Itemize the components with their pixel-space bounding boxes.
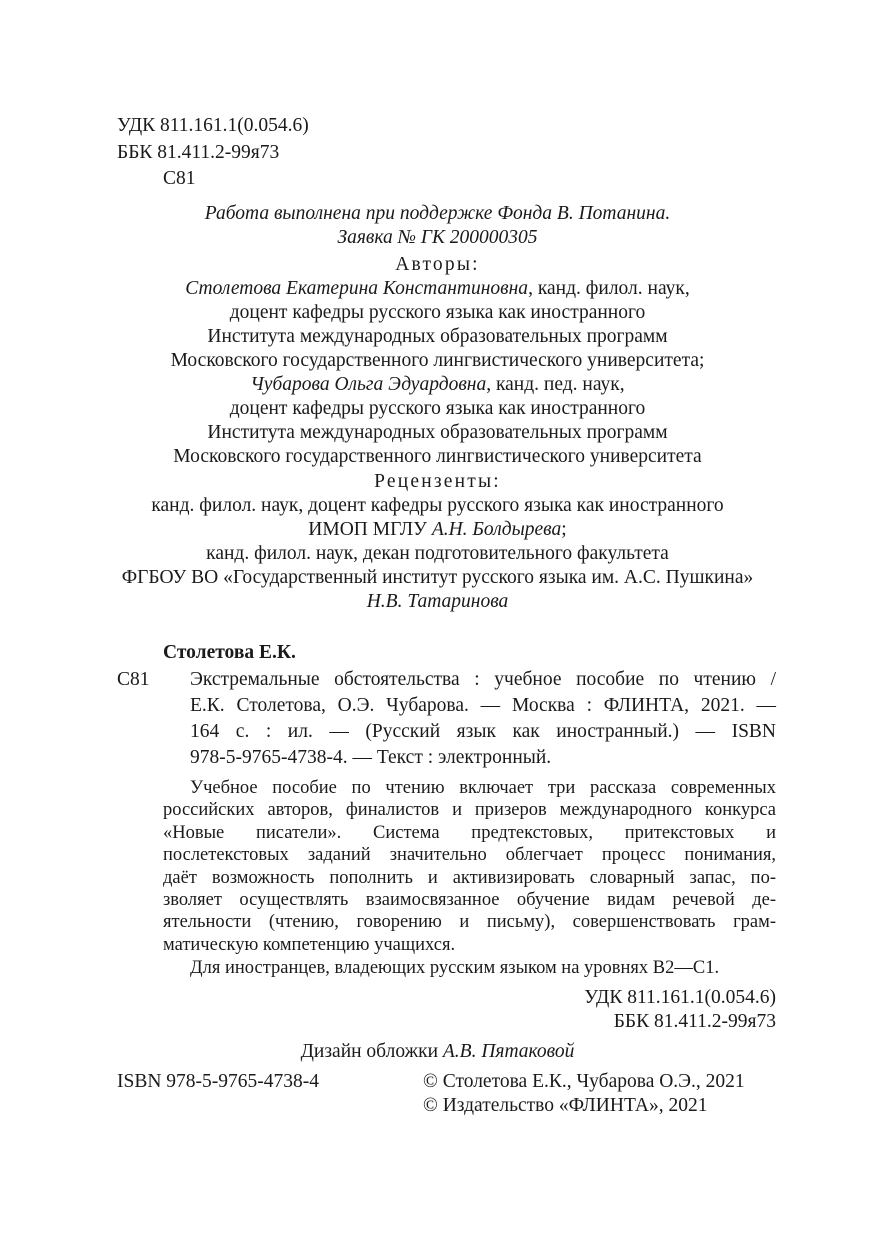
author-2-name: Чубарова Ольга Эдуардовна [250, 374, 487, 395]
abstract-audience: Для иностранцев, владеющих русским языком на уровнях В2—С1. [190, 958, 720, 979]
bib-description [190, 668, 776, 769]
classification-bbk: ББК 81.411.2-99я73 [613, 1011, 776, 1032]
reviewer-1-line-1: канд. филол. наук, доцент кафедры русского языка как иностранного [151, 495, 724, 516]
header-bbk: ББК 81.411.2-99я73 [117, 142, 280, 163]
reviewer-1-name: А.Н. Болдырева [431, 519, 562, 540]
bib-line-1: Экстремальные обстоятельства : учебное пособие по чтению / [190, 669, 776, 690]
reviewer-2-name: Н.В. Татаринова [366, 591, 509, 612]
author-2-line-2: доцент кафедры русского языка как иностранного [229, 398, 646, 419]
footer-copyright-publisher: © Издательство «ФЛИНТА», 2021 [423, 1095, 708, 1116]
reviewers-heading: Рецензенты: [374, 471, 501, 492]
author-1-name: Столетова Екатерина Константиновна [185, 278, 529, 299]
footer-isbn: ISBN 978-5-9765-4738-4 [117, 1071, 320, 1092]
reviewer-2-line-2: ФГБОУ ВО «Государственный институт русского языка им. А.С. Пушкина» [121, 567, 754, 588]
abstract-line-7: ятельности (чтению, говорению и письму), совершенствовать грам- [163, 912, 776, 933]
bib-line-3: 164 с. : ил. — (Русский язык как иностранный.) — ISBN [190, 721, 776, 742]
reviewer-2-line-1: канд. филол. наук, декан подготовительного факультета [206, 543, 669, 564]
bib-line-4: 978-5-9765-4738-4. — Текст : электронный. [190, 747, 552, 768]
author-2-line-4: Московского государственного лингвистического университета [173, 446, 702, 467]
footer-copyright-authors: © Столетова Е.К., Чубарова О.Э., 2021 [423, 1071, 745, 1092]
cover-design [0, 1040, 875, 1063]
author-1-line-4: Московского государственного лингвистического университета; [170, 350, 705, 371]
support-line-2: Заявка № ГК 200000305 [337, 227, 538, 248]
support-line-1: Работа выполнена при поддержке Фонда В. Потанина. [204, 203, 671, 224]
abstract-line-3: «Новые писатели». Система предтекстовых, притекстовых и [163, 822, 776, 843]
author-1-degree: , канд. филол. наук, [528, 278, 690, 299]
author-1-line-3: Института международных образовательных программ [207, 326, 668, 347]
author-1-title [0, 277, 875, 300]
abstract-line-2: российских авторов, финалистов и призеров международного конкурса [163, 800, 776, 821]
authors-heading: Авторы: [395, 254, 480, 275]
header-udk: УДК 811.161.1(0.054.6) [117, 115, 309, 136]
author-2-title [0, 373, 875, 396]
bib-author: Столетова Е.К. [163, 642, 296, 663]
abstract [163, 777, 776, 980]
reviewer-1-end: ; [561, 519, 567, 540]
abstract-line-1: Учебное пособие по чтению включает три рассказа современных [190, 778, 776, 798]
author-1-line-2: доцент кафедры русского языка как иностранного [229, 302, 646, 323]
abstract-line-4: послетекстовых заданий значительно облегчает процесс понимания, [163, 845, 776, 866]
bib-mark: С81 [117, 669, 150, 690]
cover-design-name: А.В. Пятаковой [442, 1041, 575, 1062]
abstract-line-8: матическую компетенцию учащихся. [163, 934, 456, 955]
author-2-degree: , канд. пед. наук, [486, 374, 625, 395]
author-2-line-3: Института международных образовательных программ [207, 422, 668, 443]
bib-line-2: Е.К. Столетова, О.Э. Чубарова. — Москва : ФЛИНТА, 2021. — [190, 695, 776, 716]
reviewer-1-line-2 [0, 518, 875, 541]
abstract-line-5: даёт возможность пополнить и активизировать словарный запас, по- [163, 867, 776, 888]
reviewer-1-org: ИМОП МГЛУ [308, 519, 432, 540]
classification-udk: УДК 811.161.1(0.054.6) [584, 987, 776, 1008]
cover-design-label: Дизайн обложки [300, 1041, 443, 1062]
header-author-mark: С81 [163, 168, 196, 189]
abstract-line-6: зволяет осуществлять взаимосвязанное обучение видам речевой де- [163, 890, 776, 911]
